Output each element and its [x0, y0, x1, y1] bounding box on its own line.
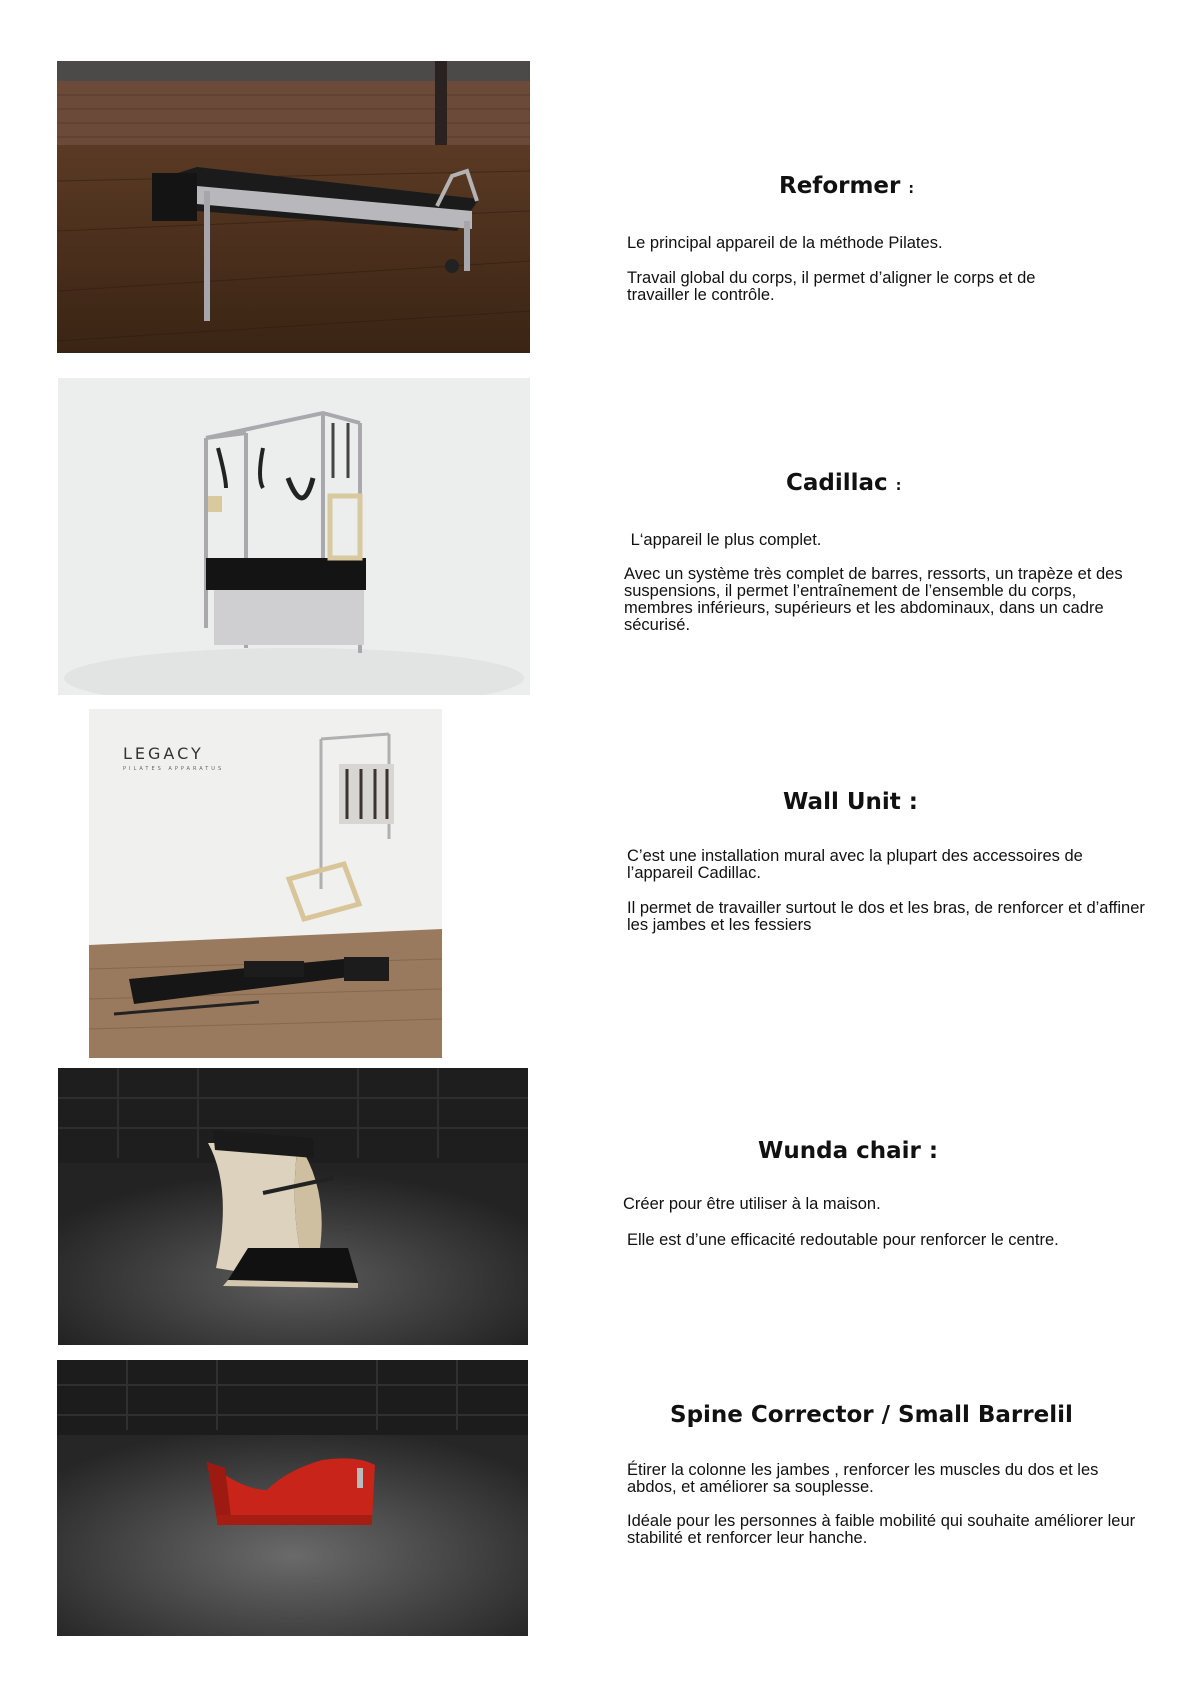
svg-text:LEGACY: LEGACY — [123, 744, 204, 763]
item-title: Spine Corrector / Small Barrelil — [670, 1402, 1073, 1428]
wall-unit-photo — [89, 709, 442, 1058]
spine-corrector-photo — [57, 1360, 528, 1636]
item-title: Reformer : — [779, 173, 914, 199]
item-paragraph: Créer pour être utiliser à la maison. — [623, 1195, 881, 1213]
item-paragraph: Il permet de travailler surtout le dos et les bras, de renforcer et d’affiner les jambes et les fessiers — [627, 899, 1145, 934]
item-paragraph: C’est une installation mural avec la plupart des accessoires de l’appareil Cadillac. — [627, 847, 1083, 882]
title-colon: : — [895, 478, 902, 494]
reformer-photo — [57, 61, 530, 353]
item-title: Wall Unit : — [783, 789, 918, 815]
cadillac-photo — [58, 378, 530, 695]
item-title: Cadillac : — [786, 470, 902, 496]
item-paragraph: L‘appareil le plus complet. — [626, 531, 822, 549]
wunda-chair-photo — [58, 1068, 528, 1345]
item-paragraph: Étirer la colonne les jambes , renforcer les muscles du dos et les abdos, et améliorer sa souplesse. — [627, 1461, 1099, 1496]
title-colon: : — [908, 789, 918, 815]
item-paragraph: Idéale pour les personnes à faible mobilité qui souhaite améliorer leur stabilité et renforcer leur hanche. — [627, 1512, 1136, 1547]
item-paragraph: Travail global du corps, il permet d’aligner le corps et de travailler le contrôle. — [627, 269, 1036, 304]
item-paragraph: Avec un système très complet de barres, ressorts, un trapèze et des suspensions, il permet l’entraînement de l’ensemble du corps, membres inférieurs, supérieurs et les abdominaux, dans un cadre sécurisé. — [624, 565, 1123, 634]
item-paragraph: Elle est d’une efficacité redoutable pour renforcer le centre. — [627, 1231, 1059, 1249]
title-colon: : — [928, 1138, 939, 1164]
item-title: Wunda chair : — [758, 1138, 939, 1164]
item-paragraph: Le principal appareil de la méthode Pilates. — [627, 234, 943, 252]
title-colon: : — [908, 181, 914, 197]
svg-text:PILATES APPARATUS: PILATES APPARATUS — [123, 766, 225, 772]
